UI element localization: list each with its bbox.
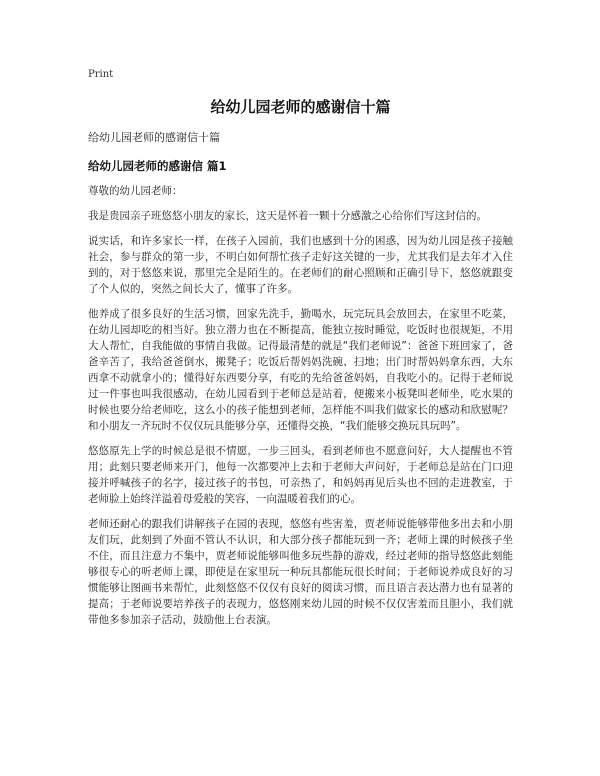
salutation: 尊敬的幼儿园老师： [88, 185, 183, 197]
paragraph-4: 悠悠原先上学的时候总是很不情愿，一步三回头，看到老师也不愿意问好，大人提醒也不管用；此刻只要老师来开门，他每一次都要冲上去和于老师大声问好，于老师总是站在门口迎接并呼喊孩子的名字，接过孩子的书包，可亲热了，和妈妈再见后头也不回的走进教室，于老师脸上始终洋溢着母爱般的笑容，一向温暖着我们的心。 [88, 445, 513, 505]
paragraph-3: 他养成了很多良好的生活习惯，回家先洗手，勤喝水，玩完玩具会放回去，在家里不吃菜，在幼儿园却吃的相当好。独立潜力也在不断提高，能独立按时睡觉，吃饭时也很规矩，不用大人帮忙，自我能做的事情自我做。记得最清楚的就是“我们老师说”：爸爸下班回家了，爸爸辛苦了，我给爸爸倒水，搬凳子；吃饭后帮妈妈洗碗、扫地；出门时帮妈妈拿东西，大东西拿不动就拿小的；懂得好东西要分享，有吃的先给爸爸妈妈，自我吃小的。记得于老师说过一件事也叫我很感动，在幼儿园看到于老师总是站着，便搬来小板凳叫老师坐，吃水果的时候也要分给老师吃，这么小的孩子能想到老师，怎样能不叫我们做家长的感动和欣慰呢？和小朋友一齐玩时不仅仅玩具能够分享，还懂得交换，“我们能够交换玩具玩吗”。 [88, 308, 513, 432]
document-page [88, 68, 513, 637]
print-link[interactable]: Print [88, 69, 114, 80]
section-heading: 给幼儿园老师的感谢信 篇1 [88, 159, 227, 173]
paragraph-2: 说实话，和许多家长一样，在孩子入园前，我们也感到十分的困惑，因为幼儿园是孩子接触社会，参与群众的第一步，不明白如何帮忙孩子走好这关键的一步，尤其我们是去年才入住到的，对于悠悠来说，那里完全是陌生的。在老师们的耐心照顾和正确引导下，悠悠就跟变了个人似的，突然之间长大了，懂事了许多。 [88, 235, 513, 295]
paragraph-intro: 我是贵园亲子班悠悠小朋友的家长，这天是怀着一颗十分感激之心给你们写这封信的。 [88, 210, 487, 222]
paragraph-5: 老师还耐心的跟我们讲解孩子在园的表现，悠悠有些害羞，贾老师说能够带他多出去和小朋友们玩，此刻到了外面不管认不认识，和大部分孩子都能玩到一齐；老师上课的时候孩子坐不住，而且注意力不集中，贾老师说能够叫他多玩些静的游戏，经过老师的指导悠悠此刻能够很专心的听老师上课，即使是在家里玩一种玩具都能玩很长时间；于老师说养成良好的习惯能够让图画书来帮忙，此刻悠悠不仅仅有良好的阅读习惯，而且语言表达潜力也有显著的提高；于老师说要培养孩子的表现力，悠悠刚来幼儿园的时候不仅仅害羞而且胆小，我们就带他多参加亲子活动，鼓励他上台表演。 [88, 518, 513, 626]
page-title: 给幼儿园老师的感谢信十篇 [210, 98, 391, 116]
subtitle: 给幼儿园老师的感谢信十篇 [88, 131, 220, 144]
